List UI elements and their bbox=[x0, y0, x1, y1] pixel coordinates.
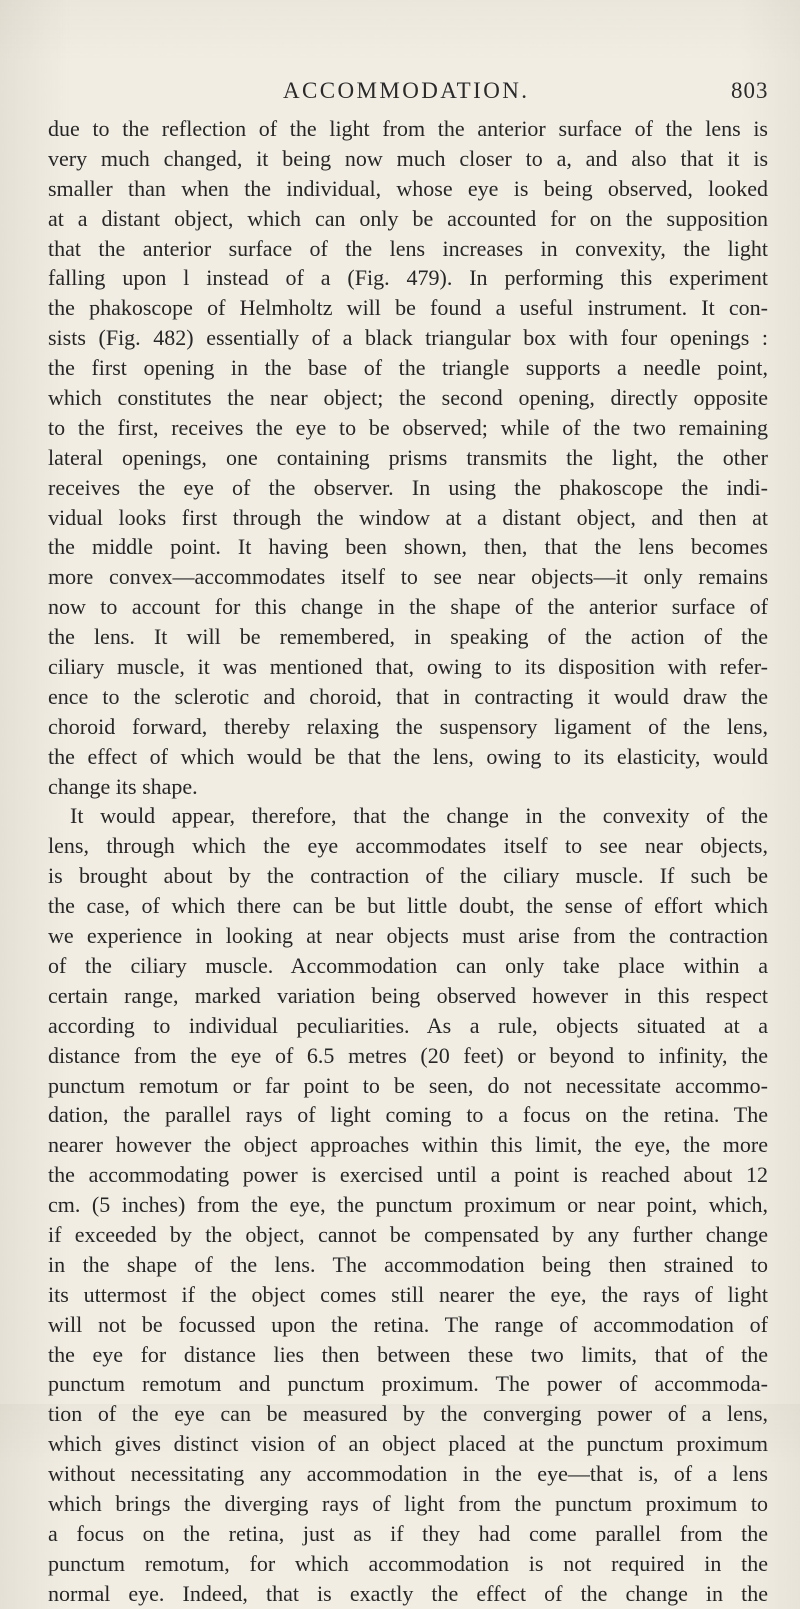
text-line: which brings the diverging rays of light from the punctum proximum to bbox=[48, 1490, 768, 1516]
text-line: according to individual peculiarities. As a rule, objects situated at a bbox=[48, 1012, 768, 1038]
text-line: of the ciliary muscle. Accommodation can only take place within a bbox=[48, 952, 768, 978]
text-line: is brought about by the contraction of the ciliary muscle. If such be bbox=[48, 863, 768, 889]
text-line: receives the eye of the observer. In using the phakoscope the indi- bbox=[48, 474, 768, 500]
text-line: will not be focussed upon the retina. The range of accommodation of bbox=[48, 1311, 768, 1337]
running-head bbox=[0, 78, 800, 108]
text-line: vidual looks first through the window at a distant object, and then at bbox=[48, 504, 768, 530]
text-line: ence to the sclerotic and choroid, that in contracting it would draw the bbox=[48, 683, 768, 709]
page-number: 803 bbox=[731, 78, 769, 103]
text-line: its uttermost if the object comes still nearer the eye, the rays of light bbox=[48, 1281, 768, 1307]
text-line: very much changed, it being now much closer to a, and also that it is bbox=[48, 145, 768, 171]
text-line: that the anterior surface of the lens increases in convexity, the light bbox=[48, 235, 768, 261]
text-line: certain range, marked variation being observed however in this respect bbox=[48, 982, 768, 1008]
text-line: nearer however the object approaches within this limit, the eye, the more bbox=[48, 1132, 768, 1158]
text-line: distance from the eye of 6.5 metres (20 feet) or beyond to infinity, the bbox=[48, 1042, 768, 1068]
text-line: the middle point. It having been shown, then, that the lens becomes bbox=[48, 534, 768, 560]
text-line: punctum remotum, for which accommodation is not required in the bbox=[48, 1550, 768, 1576]
text-line: without necessitating any accommodation in the eye—that is, of a lens bbox=[48, 1461, 768, 1487]
text-line: tion of the eye can be measured by the converging power of a lens, bbox=[48, 1401, 768, 1427]
text-line: falling upon l instead of a (Fig. 479). In performing this experiment bbox=[48, 265, 768, 291]
text-line: sists (Fig. 482) essentially of a black triangular box with four openings : bbox=[48, 325, 768, 351]
text-line: cm. (5 inches) from the eye, the punctum proximum or near point, which, bbox=[48, 1192, 768, 1218]
text-line: normal eye. Indeed, that is exactly the effect of the change in the bbox=[48, 1580, 768, 1606]
text-line: we experience in looking at near objects must arise from the contraction bbox=[48, 923, 768, 949]
text-line: at a distant object, which can only be accounted for on the supposition bbox=[48, 205, 768, 231]
text-line: which gives distinct vision of an object placed at the punctum proximum bbox=[48, 1431, 768, 1457]
running-title: ACCOMMODATION. bbox=[283, 78, 530, 103]
text-line: now to account for this change in the shape of the anterior surface of bbox=[48, 594, 768, 620]
text-line: due to the reflection of the light from the anterior surface of the lens is bbox=[48, 116, 768, 141]
text-line: smaller than when the individual, whose eye is being observed, looked bbox=[48, 175, 768, 201]
paragraph-2 bbox=[48, 801, 768, 1608]
text-line: punctum remotum and punctum proximum. The power of accommoda- bbox=[48, 1371, 768, 1397]
text-line: the effect of which would be that the lens, owing to its elasticity, would bbox=[48, 743, 768, 769]
text-line: change its shape. bbox=[48, 773, 198, 799]
text-line: the accommodating power is exercised until a point is reached about 12 bbox=[48, 1162, 768, 1188]
text-line: lateral openings, one containing prisms transmits the light, the other bbox=[48, 444, 768, 470]
text-line: the phakoscope of Helmholtz will be found a useful instrument. It con- bbox=[48, 295, 768, 321]
text-line: a focus on the retina, just as if they had come parallel from the bbox=[48, 1520, 768, 1546]
text-line: lens, through which the eye accommodates itself to see near objects, bbox=[48, 833, 768, 859]
text-line: choroid forward, thereby relaxing the suspensory ligament of the lens, bbox=[48, 713, 768, 739]
text-line: more convex—accommodates itself to see near objects—it only remains bbox=[48, 564, 768, 590]
text-line: punctum remotum or far point to be seen, do not necessitate accommo- bbox=[48, 1072, 768, 1098]
text-line: in the shape of the lens. The accommodation being then strained to bbox=[48, 1251, 768, 1277]
text-line: It would appear, therefore, that the change in the convexity of the bbox=[70, 803, 768, 829]
paragraph-1 bbox=[48, 114, 768, 801]
text-line: the lens. It will be remembered, in speaking of the action of the bbox=[48, 624, 768, 650]
text-line: which constitutes the near object; the second opening, directly opposite bbox=[48, 385, 768, 411]
text-line: to the first, receives the eye to be observed; while of the two remaining bbox=[48, 414, 768, 440]
text-line: ciliary muscle, it was mentioned that, owing to its disposition with refer- bbox=[48, 654, 768, 680]
body-text bbox=[48, 114, 768, 1609]
text-line: if exceeded by the object, cannot be compensated by any further change bbox=[48, 1221, 768, 1247]
text-line: the case, of which there can be but little doubt, the sense of effort which bbox=[48, 893, 768, 919]
text-line: dation, the parallel rays of light coming to a focus on the retina. The bbox=[48, 1102, 768, 1128]
text-line: the eye for distance lies then between these two limits, that of the bbox=[48, 1341, 768, 1367]
text-line: the first opening in the base of the triangle supports a needle point, bbox=[48, 355, 768, 381]
